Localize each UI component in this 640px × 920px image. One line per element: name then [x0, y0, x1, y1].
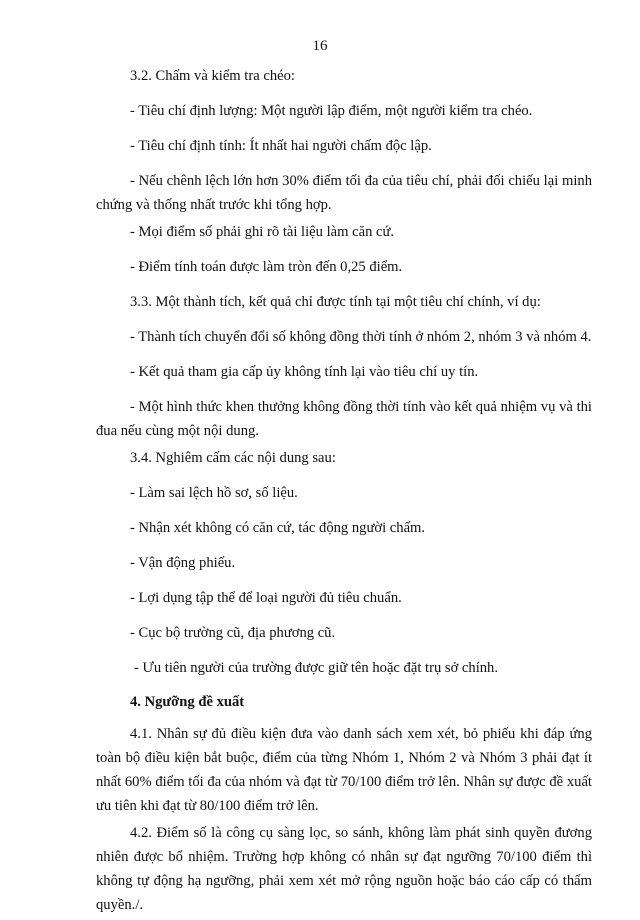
list-item: - Nhận xét không có căn cứ, tác động người chấm.	[130, 520, 426, 536]
section-3-4-title: 3.4. Nghiêm cấm các nội dung sau:	[130, 450, 336, 466]
list-item: - Thành tích chuyển đổi số không đồng thời tính ở nhóm 2, nhóm 3 và nhóm 4.	[130, 329, 592, 345]
list-item: - Mọi điểm số phải ghi rõ tài liệu làm căn cứ.	[130, 224, 395, 240]
list-item: - Một hình thức khen thưởng không đồng thời tính vào kết quả nhiệm vụ và thi đua nếu cùng một nội dung.	[96, 399, 592, 439]
document-body	[96, 64, 592, 920]
list-item: - Cục bộ trường cũ, địa phương cũ.	[130, 625, 336, 641]
list-item: - Vận động phiếu.	[130, 555, 236, 571]
page-number: 16	[312, 38, 328, 54]
section-3-3-title: 3.3. Một thành tích, kết quả chỉ được tính tại một tiêu chí chính, ví dụ:	[130, 294, 541, 310]
list-item: - Kết quả tham gia cấp ủy không tính lại vào tiêu chí uy tín.	[130, 364, 479, 380]
list-item: - Tiêu chí định lượng: Một người lập điểm, một người kiểm tra chéo.	[130, 103, 533, 119]
section-4-2-paragraph: 4.2. Điểm số là công cụ sàng lọc, so sánh, không làm phát sinh quyền đương nhiên được bổ nhiệm. Trường hợp không có nhân sự đạt ngưỡng 70/100 điểm thì không tự động hạ ngưỡng, phải xem xét mở rộng nguồn hoặc báo cáo cấp có thẩm quyền./.	[96, 825, 592, 913]
list-item: - Lợi dụng tập thể để loại người đủ tiêu chuẩn.	[130, 590, 402, 606]
list-item: - Tiêu chí định tính: Ít nhất hai người chấm độc lập.	[130, 138, 432, 154]
section-4-heading: 4. Ngưỡng đề xuất	[130, 694, 245, 710]
list-item: - Nếu chênh lệch lớn hơn 30% điểm tối đa của tiêu chí, phải đối chiếu lại minh chứng và thống nhất trước khi tổng hợp.	[96, 173, 592, 213]
list-item: - Điểm tính toán được làm tròn đến 0,25 điểm.	[130, 259, 403, 275]
section-4-1-paragraph: 4.1. Nhân sự đủ điều kiện đưa vào danh sách xem xét, bỏ phiếu khi đáp ứng toàn bộ điều kiện bắt buộc, điểm của từng Nhóm 1, Nhóm 2 và Nhóm 3 phải đạt ít nhất 60% điểm tối đa của nhóm và đạt từ 70/100 điểm trở lên. Nhân sự được đề xuất ưu tiên khi đạt từ 80/100 điểm trở lên.	[96, 726, 592, 814]
list-item: - Làm sai lệch hồ sơ, số liệu.	[130, 485, 298, 501]
section-3-2-title: 3.2. Chấm và kiểm tra chéo:	[130, 68, 295, 84]
list-item: - Ưu tiên người của trường được giữ tên hoặc đặt trụ sở chính.	[134, 660, 499, 676]
